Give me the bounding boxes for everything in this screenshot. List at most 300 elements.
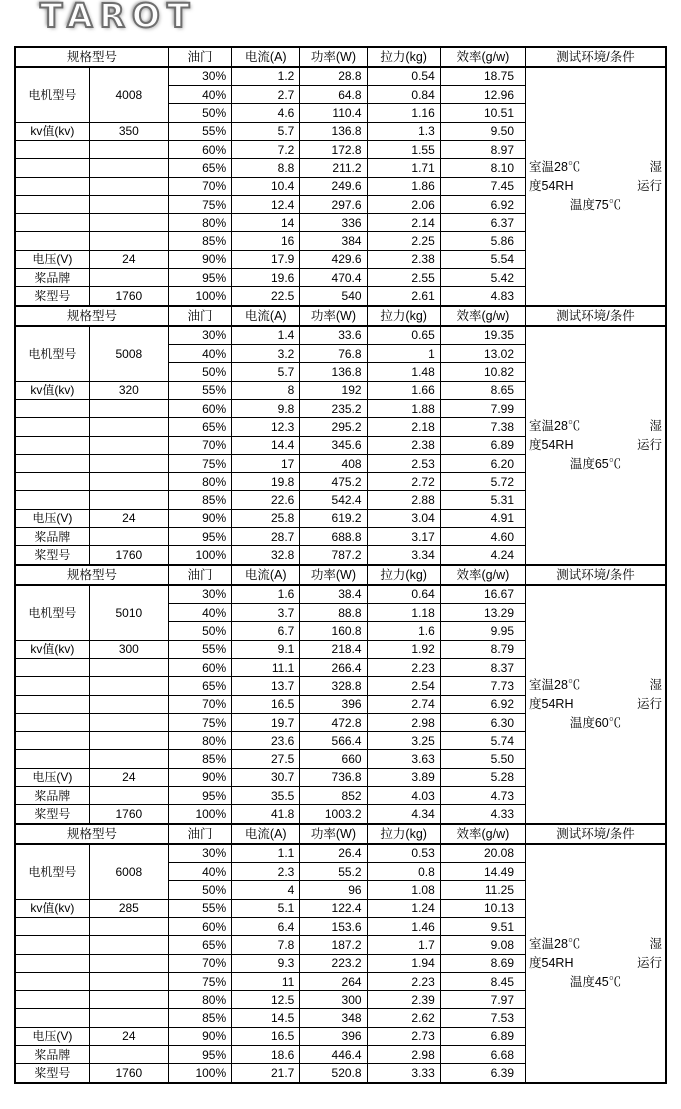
env-text: 室温28℃ [529, 159, 581, 174]
efficiency-cell: 8.65 [440, 381, 525, 399]
spec-empty-label [15, 917, 89, 935]
current-cell: 2.7 [232, 85, 300, 103]
throttle-cell: 60% [168, 399, 231, 417]
thrust-cell: 2.25 [367, 232, 440, 250]
env-text: 度54RH [529, 437, 574, 452]
thrust-cell: 1.94 [367, 954, 440, 972]
power-cell: 187.2 [300, 936, 367, 954]
current-cell: 30.7 [232, 768, 300, 786]
spec-empty-label [15, 177, 89, 195]
efficiency-cell: 5.54 [440, 250, 525, 268]
spec-table-block [14, 305, 667, 566]
motor-model-label: 电机型号 [15, 67, 89, 123]
voltage-value: 24 [89, 250, 168, 268]
env-text: 度54RH [529, 178, 574, 193]
thrust-cell: 1.92 [367, 640, 440, 658]
kv-value: 350 [89, 122, 168, 140]
thrust-cell: 1.08 [367, 881, 440, 899]
spec-empty-value [89, 972, 168, 990]
prop-brand-value [89, 269, 168, 287]
thrust-cell: 3.04 [367, 509, 440, 527]
env-text: 温度75℃ [569, 197, 622, 212]
prop-model-label: 桨型号 [15, 287, 89, 306]
current-cell: 6.7 [232, 622, 300, 640]
current-cell: 16.5 [232, 695, 300, 713]
env-text: 运行 [636, 437, 662, 452]
spec-empty-label [15, 399, 89, 417]
env-line [529, 455, 662, 474]
prop-brand-label: 桨品牌 [15, 787, 89, 805]
spec-empty-value [89, 491, 168, 509]
motor-model-label: 电机型号 [15, 844, 89, 900]
spec-empty-value [89, 195, 168, 213]
power-cell: 619.2 [300, 509, 367, 527]
prop-brand-label: 桨品牌 [15, 1046, 89, 1064]
throttle-cell: 90% [168, 509, 231, 527]
thrust-cell: 2.23 [367, 972, 440, 990]
throttle-cell: 100% [168, 287, 231, 306]
test-environment-cell [526, 326, 666, 565]
throttle-cell: 40% [168, 344, 231, 362]
power-cell: 249.6 [300, 177, 367, 195]
thrust-cell: 1.55 [367, 140, 440, 158]
efficiency-cell: 5.50 [440, 750, 525, 768]
kv-value: 300 [89, 640, 168, 658]
throttle-cell: 75% [168, 195, 231, 213]
thrust-cell: 2.72 [367, 473, 440, 491]
voltage-value: 24 [89, 509, 168, 527]
throttle-cell: 65% [168, 936, 231, 954]
power-cell: 520.8 [300, 1064, 367, 1083]
thrust-cell: 2.54 [367, 677, 440, 695]
prop-model-value: 1760 [89, 287, 168, 306]
efficiency-cell: 7.99 [440, 399, 525, 417]
throttle-cell: 40% [168, 603, 231, 621]
throttle-cell: 50% [168, 363, 231, 381]
spec-empty-label [15, 695, 89, 713]
current-cell: 8.8 [232, 159, 300, 177]
efficiency-cell: 4.73 [440, 787, 525, 805]
power-cell: 429.6 [300, 250, 367, 268]
current-cell: 17.9 [232, 250, 300, 268]
power-cell: 110.4 [300, 104, 367, 122]
efficiency-cell: 4.33 [440, 805, 525, 824]
env-text: 温度65℃ [569, 456, 622, 471]
efficiency-cell: 5.31 [440, 491, 525, 509]
spec-empty-label [15, 214, 89, 232]
spec-empty-label [15, 473, 89, 491]
efficiency-cell: 6.92 [440, 195, 525, 213]
efficiency-cell: 8.37 [440, 658, 525, 676]
efficiency-cell: 9.51 [440, 917, 525, 935]
current-cell: 25.8 [232, 509, 300, 527]
col-header-power: 功率(W) [300, 47, 367, 67]
current-cell: 12.3 [232, 418, 300, 436]
power-cell: 736.8 [300, 768, 367, 786]
col-header-env: 测试环境/条件 [526, 565, 666, 585]
current-cell: 19.6 [232, 269, 300, 287]
throttle-cell: 50% [168, 104, 231, 122]
throttle-cell: 90% [168, 1027, 231, 1045]
throttle-cell: 65% [168, 159, 231, 177]
thrust-cell: 1.88 [367, 399, 440, 417]
throttle-cell: 70% [168, 436, 231, 454]
power-cell: 660 [300, 750, 367, 768]
efficiency-cell: 10.13 [440, 899, 525, 917]
throttle-cell: 85% [168, 1009, 231, 1027]
env-text: 湿 [649, 159, 662, 174]
test-environment-cell [526, 844, 666, 1083]
thrust-cell: 0.84 [367, 85, 440, 103]
thrust-cell: 1.86 [367, 177, 440, 195]
spec-empty-label [15, 954, 89, 972]
spec-empty-value [89, 177, 168, 195]
prop-model-label: 桨型号 [15, 546, 89, 565]
efficiency-cell: 16.67 [440, 585, 525, 604]
throttle-cell: 85% [168, 750, 231, 768]
thrust-cell: 0.54 [367, 67, 440, 86]
efficiency-cell: 6.30 [440, 713, 525, 731]
spec-empty-value [89, 695, 168, 713]
current-cell: 7.8 [232, 936, 300, 954]
spec-empty-label [15, 232, 89, 250]
env-line [529, 436, 662, 455]
col-header-efficiency: 效率(g/w) [440, 306, 525, 326]
current-cell: 3.2 [232, 344, 300, 362]
env-text: 度54RH [529, 696, 574, 711]
power-cell: 470.4 [300, 269, 367, 287]
spec-empty-label [15, 195, 89, 213]
data-row [15, 844, 666, 863]
env-line [529, 417, 662, 436]
power-cell: 55.2 [300, 862, 367, 880]
efficiency-cell: 8.69 [440, 954, 525, 972]
col-header-spec: 规格型号 [15, 306, 168, 326]
power-cell: 223.2 [300, 954, 367, 972]
spec-empty-value [89, 954, 168, 972]
env-text: 温度60℃ [569, 715, 622, 730]
efficiency-cell: 8.45 [440, 972, 525, 990]
thrust-cell: 1.7 [367, 936, 440, 954]
spec-empty-value [89, 140, 168, 158]
col-header-current: 电流(A) [232, 306, 300, 326]
efficiency-cell: 14.49 [440, 862, 525, 880]
thrust-cell: 0.64 [367, 585, 440, 604]
current-cell: 17 [232, 454, 300, 472]
current-cell: 28.7 [232, 528, 300, 546]
power-cell: 787.2 [300, 546, 367, 565]
throttle-cell: 100% [168, 546, 231, 565]
thrust-cell: 2.39 [367, 991, 440, 1009]
env-text: 度54RH [529, 955, 574, 970]
throttle-cell: 75% [168, 454, 231, 472]
col-header-power: 功率(W) [300, 565, 367, 585]
current-cell: 6.4 [232, 917, 300, 935]
motor-model-value: 6008 [89, 844, 168, 900]
power-cell: 688.8 [300, 528, 367, 546]
current-cell: 11 [232, 972, 300, 990]
thrust-cell: 1 [367, 344, 440, 362]
efficiency-cell: 7.73 [440, 677, 525, 695]
current-cell: 35.5 [232, 787, 300, 805]
throttle-cell: 75% [168, 713, 231, 731]
power-cell: 297.6 [300, 195, 367, 213]
env-line [529, 177, 662, 196]
throttle-cell: 30% [168, 67, 231, 86]
efficiency-cell: 6.20 [440, 454, 525, 472]
efficiency-cell: 4.60 [440, 528, 525, 546]
kv-label: kv值(kv) [15, 899, 89, 917]
thrust-cell: 2.38 [367, 436, 440, 454]
voltage-label: 电压(V) [15, 509, 89, 527]
spec-empty-label [15, 491, 89, 509]
throttle-cell: 60% [168, 140, 231, 158]
spec-empty-label [15, 418, 89, 436]
power-cell: 408 [300, 454, 367, 472]
thrust-cell: 2.88 [367, 491, 440, 509]
efficiency-cell: 6.68 [440, 1046, 525, 1064]
col-header-current: 电流(A) [232, 565, 300, 585]
throttle-cell: 60% [168, 917, 231, 935]
power-cell: 28.8 [300, 67, 367, 86]
kv-label: kv值(kv) [15, 640, 89, 658]
efficiency-cell: 7.45 [440, 177, 525, 195]
env-line [529, 676, 662, 695]
thrust-cell: 4.03 [367, 787, 440, 805]
prop-brand-value [89, 1046, 168, 1064]
efficiency-cell: 10.82 [440, 363, 525, 381]
col-header-env: 测试环境/条件 [526, 47, 666, 67]
test-environment-cell [526, 67, 666, 306]
prop-brand-label: 桨品牌 [15, 269, 89, 287]
efficiency-cell: 4.91 [440, 509, 525, 527]
env-text: 室温28℃ [529, 936, 581, 951]
throttle-cell: 100% [168, 1064, 231, 1083]
thrust-cell: 2.98 [367, 713, 440, 731]
spec-empty-label [15, 159, 89, 177]
voltage-label: 电压(V) [15, 250, 89, 268]
throttle-cell: 80% [168, 214, 231, 232]
throttle-cell: 40% [168, 862, 231, 880]
thrust-cell: 3.34 [367, 546, 440, 565]
kv-label: kv值(kv) [15, 381, 89, 399]
current-cell: 14.5 [232, 1009, 300, 1027]
env-line [529, 935, 662, 954]
efficiency-cell: 7.97 [440, 991, 525, 1009]
col-header-throttle: 油门 [168, 824, 231, 844]
throttle-cell: 90% [168, 250, 231, 268]
power-cell: 542.4 [300, 491, 367, 509]
efficiency-cell: 13.02 [440, 344, 525, 362]
throttle-cell: 55% [168, 122, 231, 140]
thrust-cell: 0.8 [367, 862, 440, 880]
col-header-thrust: 拉力(kg) [367, 47, 440, 67]
motor-model-value: 5010 [89, 585, 168, 641]
power-cell: 136.8 [300, 122, 367, 140]
env-text: 湿 [649, 936, 662, 951]
spec-table-block [14, 46, 667, 307]
spec-empty-value [89, 917, 168, 935]
current-cell: 5.1 [232, 899, 300, 917]
power-cell: 540 [300, 287, 367, 306]
data-row [15, 585, 666, 604]
spec-empty-label [15, 1009, 89, 1027]
current-cell: 9.1 [232, 640, 300, 658]
efficiency-cell: 5.86 [440, 232, 525, 250]
current-cell: 1.4 [232, 326, 300, 345]
current-cell: 12.5 [232, 991, 300, 1009]
env-text: 湿 [649, 418, 662, 433]
throttle-cell: 85% [168, 232, 231, 250]
power-cell: 336 [300, 214, 367, 232]
throttle-cell: 80% [168, 991, 231, 1009]
current-cell: 19.8 [232, 473, 300, 491]
col-header-thrust: 拉力(kg) [367, 306, 440, 326]
thrust-cell: 3.17 [367, 528, 440, 546]
throttle-cell: 55% [168, 381, 231, 399]
spec-empty-label [15, 750, 89, 768]
env-line [529, 695, 662, 714]
throttle-cell: 95% [168, 528, 231, 546]
spec-empty-value [89, 436, 168, 454]
power-cell: 26.4 [300, 844, 367, 863]
env-line [529, 954, 662, 973]
env-text: 运行 [636, 696, 662, 711]
current-cell: 8 [232, 381, 300, 399]
thrust-cell: 1.6 [367, 622, 440, 640]
spec-empty-label [15, 658, 89, 676]
throttle-cell: 70% [168, 954, 231, 972]
spec-empty-label [15, 936, 89, 954]
motor-model-label: 电机型号 [15, 585, 89, 641]
thrust-cell: 1.71 [367, 159, 440, 177]
col-header-current: 电流(A) [232, 824, 300, 844]
thrust-cell: 1.24 [367, 899, 440, 917]
power-cell: 96 [300, 881, 367, 899]
thrust-cell: 2.38 [367, 250, 440, 268]
col-header-thrust: 拉力(kg) [367, 565, 440, 585]
spec-empty-label [15, 677, 89, 695]
col-header-throttle: 油门 [168, 565, 231, 585]
spec-empty-value [89, 418, 168, 436]
col-header-spec: 规格型号 [15, 824, 168, 844]
col-header-efficiency: 效率(g/w) [440, 565, 525, 585]
spec-empty-label [15, 713, 89, 731]
throttle-cell: 50% [168, 622, 231, 640]
spec-empty-value [89, 677, 168, 695]
thrust-cell: 2.18 [367, 418, 440, 436]
throttle-cell: 30% [168, 585, 231, 604]
thrust-cell: 2.23 [367, 658, 440, 676]
efficiency-cell: 8.10 [440, 159, 525, 177]
power-cell: 33.6 [300, 326, 367, 345]
thrust-cell: 3.89 [367, 768, 440, 786]
throttle-cell: 75% [168, 972, 231, 990]
spec-table-block [14, 823, 667, 1084]
prop-brand-value [89, 787, 168, 805]
power-cell: 300 [300, 991, 367, 1009]
spec-empty-value [89, 454, 168, 472]
thrust-cell: 1.48 [367, 363, 440, 381]
throttle-cell: 30% [168, 326, 231, 345]
prop-model-label: 桨型号 [15, 805, 89, 824]
spec-empty-value [89, 713, 168, 731]
efficiency-cell: 10.51 [440, 104, 525, 122]
throttle-cell: 85% [168, 491, 231, 509]
env-text: 室温28℃ [529, 418, 581, 433]
throttle-cell: 95% [168, 1046, 231, 1064]
efficiency-cell: 12.96 [440, 85, 525, 103]
current-cell: 14 [232, 214, 300, 232]
efficiency-cell: 9.08 [440, 936, 525, 954]
current-cell: 7.2 [232, 140, 300, 158]
current-cell: 16 [232, 232, 300, 250]
thrust-cell: 2.74 [367, 695, 440, 713]
efficiency-cell: 5.42 [440, 269, 525, 287]
spec-empty-value [89, 936, 168, 954]
tarot-logo: TAROT [40, 0, 197, 35]
throttle-cell: 100% [168, 805, 231, 824]
efficiency-cell: 7.53 [440, 1009, 525, 1027]
throttle-cell: 55% [168, 640, 231, 658]
thrust-cell: 2.55 [367, 269, 440, 287]
efficiency-cell: 13.29 [440, 603, 525, 621]
header-row [15, 565, 666, 585]
current-cell: 2.3 [232, 862, 300, 880]
throttle-cell: 50% [168, 881, 231, 899]
current-cell: 9.3 [232, 954, 300, 972]
voltage-label: 电压(V) [15, 1027, 89, 1045]
thrust-cell: 1.46 [367, 917, 440, 935]
col-header-throttle: 油门 [168, 306, 231, 326]
power-cell: 396 [300, 1027, 367, 1045]
thrust-cell: 1.66 [367, 381, 440, 399]
thrust-cell: 2.53 [367, 454, 440, 472]
current-cell: 22.6 [232, 491, 300, 509]
power-cell: 264 [300, 972, 367, 990]
spec-empty-value [89, 159, 168, 177]
throttle-cell: 30% [168, 844, 231, 863]
current-cell: 32.8 [232, 546, 300, 565]
env-text: 室温28℃ [529, 677, 581, 692]
prop-brand-value [89, 528, 168, 546]
efficiency-cell: 6.89 [440, 1027, 525, 1045]
col-header-current: 电流(A) [232, 47, 300, 67]
spec-empty-label [15, 454, 89, 472]
throttle-cell: 55% [168, 899, 231, 917]
power-cell: 160.8 [300, 622, 367, 640]
current-cell: 16.5 [232, 1027, 300, 1045]
throttle-cell: 80% [168, 732, 231, 750]
current-cell: 9.8 [232, 399, 300, 417]
kv-value: 285 [89, 899, 168, 917]
throttle-cell: 90% [168, 768, 231, 786]
current-cell: 27.5 [232, 750, 300, 768]
efficiency-cell: 18.75 [440, 67, 525, 86]
current-cell: 41.8 [232, 805, 300, 824]
kv-value: 320 [89, 381, 168, 399]
current-cell: 1.6 [232, 585, 300, 604]
col-header-env: 测试环境/条件 [526, 824, 666, 844]
current-cell: 11.1 [232, 658, 300, 676]
current-cell: 13.7 [232, 677, 300, 695]
voltage-value: 24 [89, 1027, 168, 1045]
current-cell: 1.1 [232, 844, 300, 863]
data-row [15, 326, 666, 345]
thrust-cell: 2.06 [367, 195, 440, 213]
throttle-cell: 65% [168, 418, 231, 436]
current-cell: 4 [232, 881, 300, 899]
